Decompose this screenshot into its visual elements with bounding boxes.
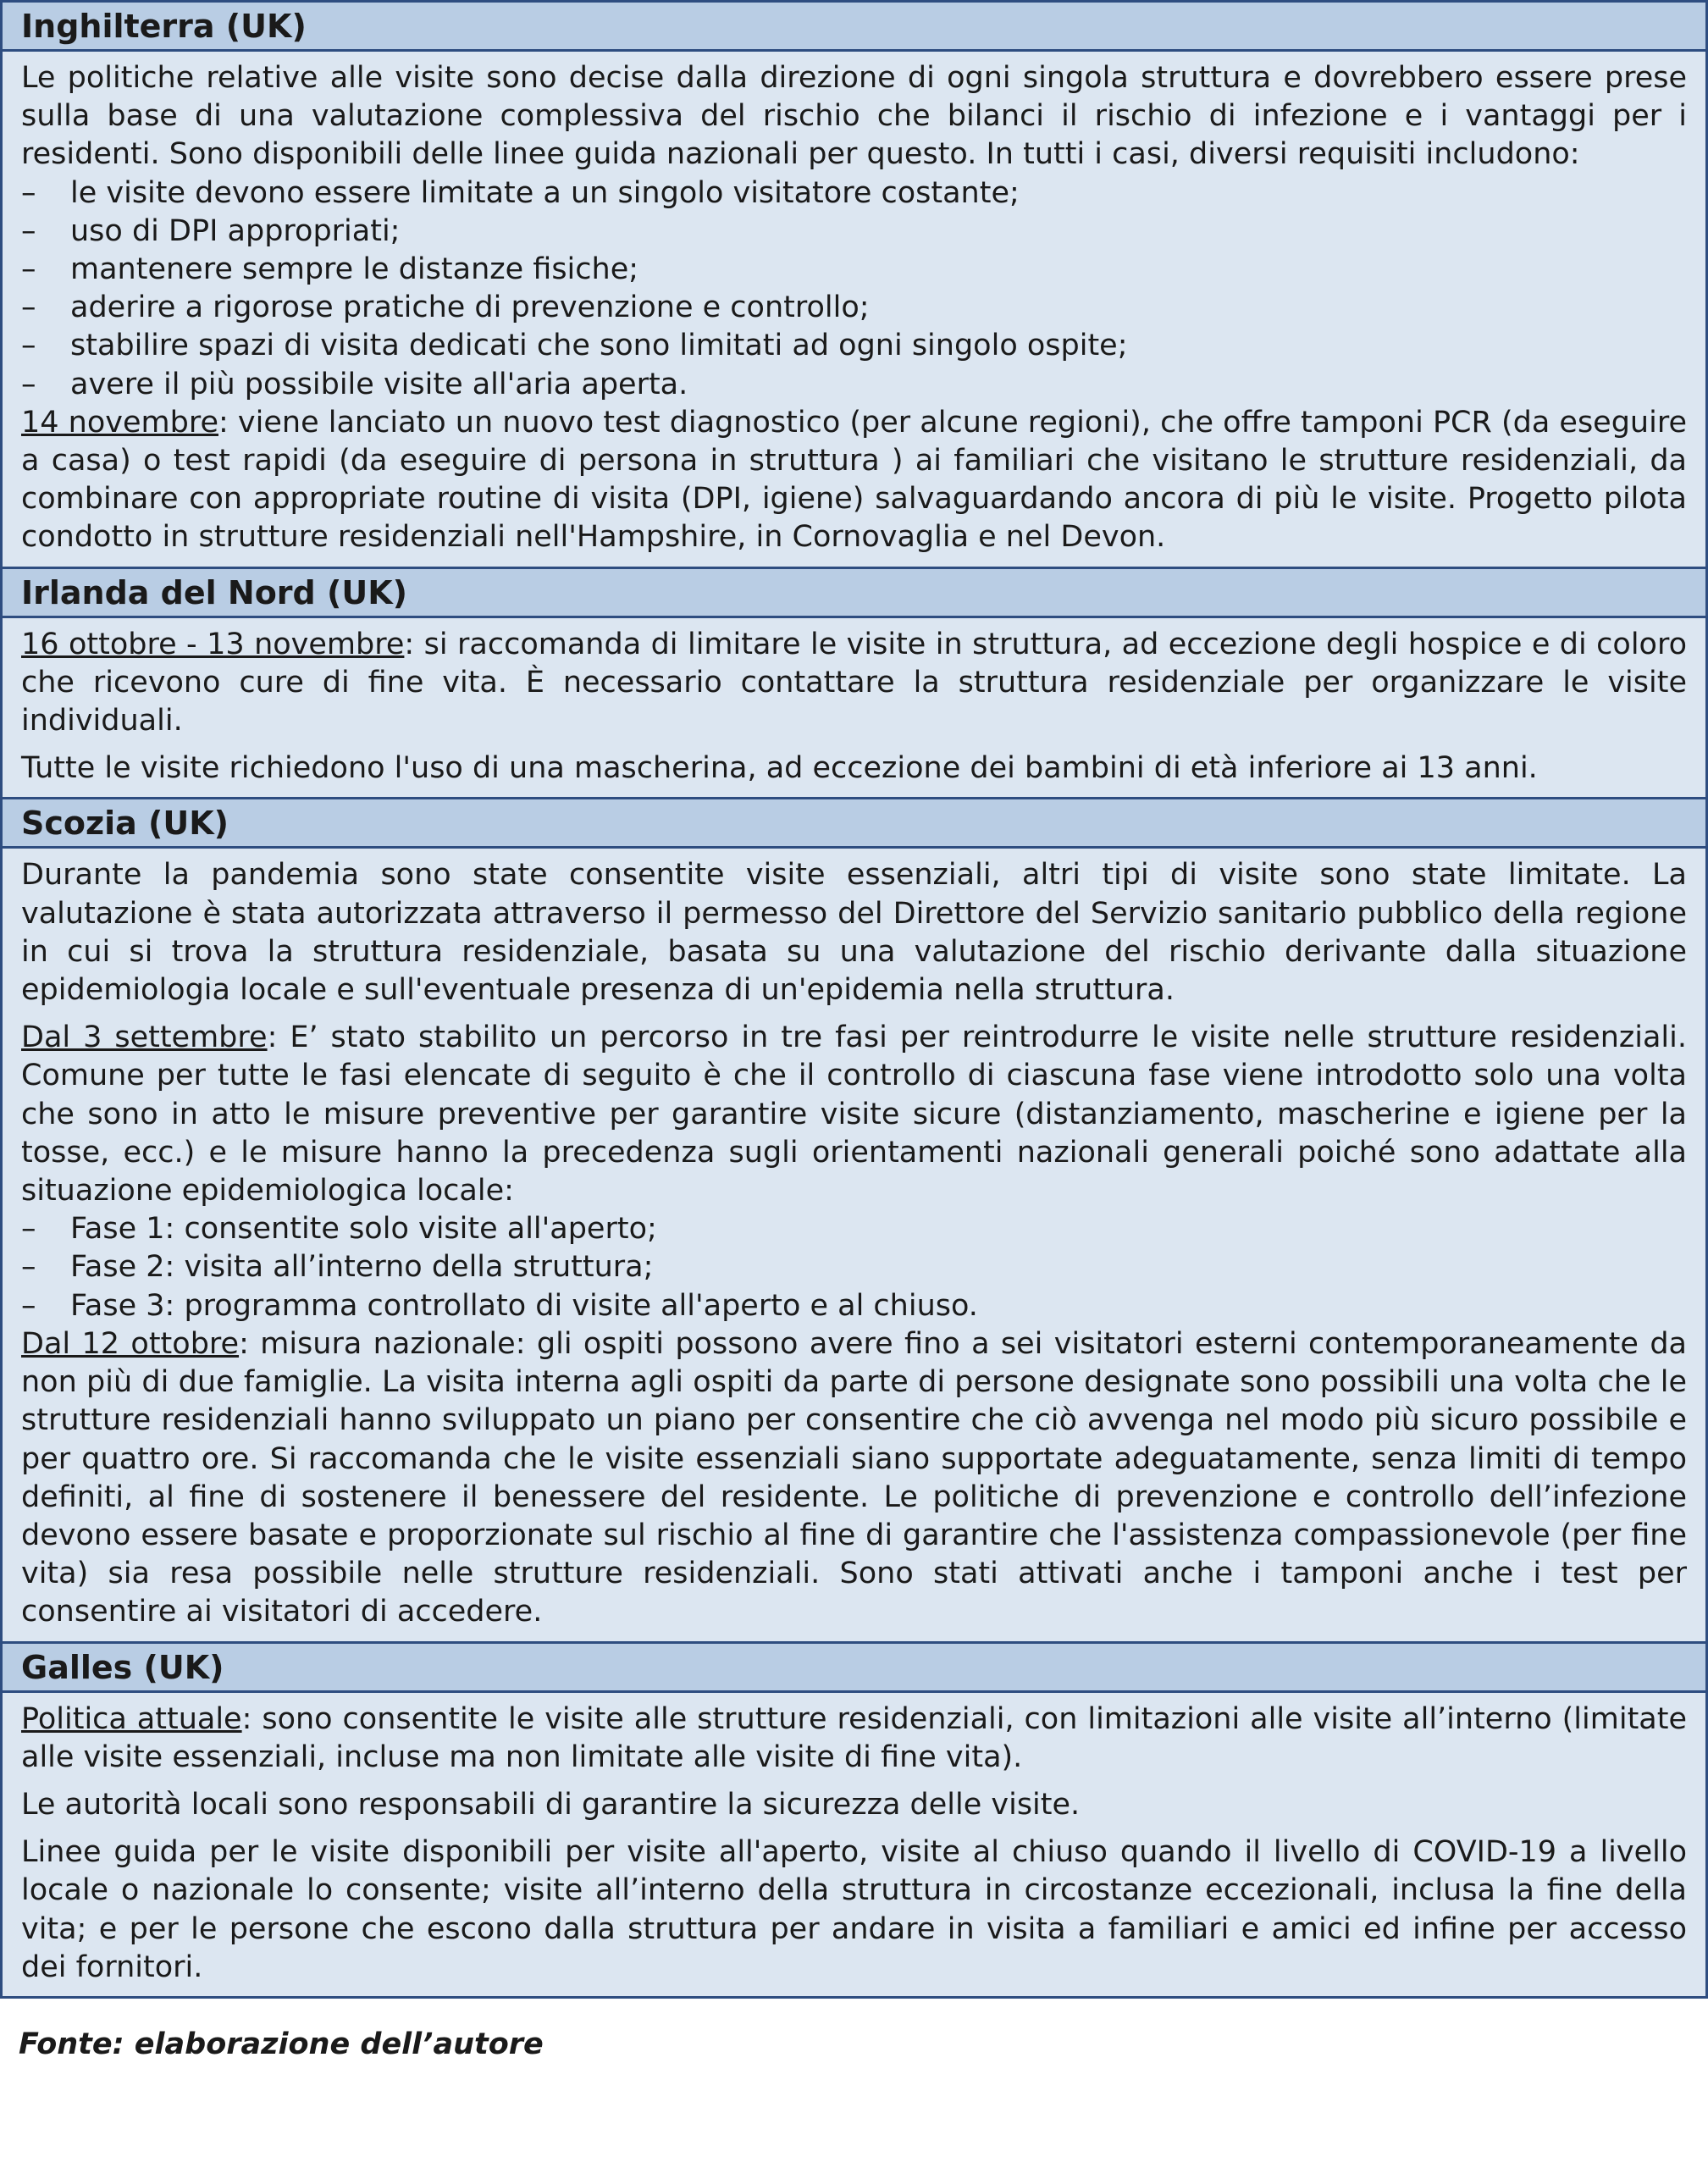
date-label: Dal 12 ottobre <box>21 1326 240 1361</box>
dash-bullet: – <box>21 252 36 287</box>
paragraph: Linee guida per le visite disponibili per visite all'aperto, visite al chiuso quando il livello di COVID-19 a livello locale o nazionale lo consente; visite all’interno della struttura in circostanze eccezionali, inclusa la fine della vita; e per le persone che escono dalla struttura per andare in visita a familiari e amici ed infine per accesso dei fornitori. <box>21 1835 1687 1984</box>
list-item: – le visite devono essere limitate a un singolo visitatore costante; <box>21 174 1687 213</box>
dash-bullet: – <box>21 175 36 210</box>
dash-bullet: – <box>21 1212 36 1247</box>
paragraph: Durante la pandemia sono state consentite visite essenziali, altri tipi di visite sono state limitate. La valutazione è stata autorizzata attraverso il permesso del Direttore del Servizio sanitario pubblico della regione in cui si trova la struttura residenziale, basata su una valutazione del rischio derivante dalla situazione epidemiologia locale e sull'eventuale presenza di un'epidemia nella struttura. <box>21 858 1687 1008</box>
list-item: – aderire a rigorose pratiche di prevenzione e controllo; <box>21 289 1687 327</box>
section-title: Galles (UK) <box>3 1644 1705 1693</box>
section-title: Scozia (UK) <box>3 799 1705 849</box>
dash-bullet: – <box>21 290 36 325</box>
list-item: – avere il più possibile visite all'aria aperta. <box>21 366 1687 404</box>
list-item: – stabilire spazi di visita dedicati che sono limitati ad ogni singolo ospite; <box>21 327 1687 365</box>
date-label: 16 ottobre - 13 novembre <box>21 627 405 661</box>
section-scotland <box>0 797 1708 1640</box>
list-item: – Fase 3: programma controllato di visite all'aperto e al chiuso. <box>21 1287 1687 1325</box>
dash-bullet: – <box>21 329 36 363</box>
section-body <box>3 52 1705 567</box>
section-northern-ireland <box>0 567 1708 798</box>
paragraph: Le politiche relative alle visite sono decise dalla direzione di ogni singola struttura e dovrebbero essere prese sulla base di una valutazione complessiva del rischio che bilanci il rischio di infezione e i vantaggi per i residenti. Sono disponibili delle linee guida nazionali per questo. In tutti i casi, diversi requisiti includono: <box>21 61 1687 172</box>
dated-paragraph: 14 novembre: viene lanciato un nuovo test diagnostico (per alcune regioni), che offre tamponi PCR (da eseguire a casa) o test rapidi (da eseguire di persona in struttura ) ai familiari che visitano le strutture residenziali, da combinare con appropriate routine di visita (DPI, igiene) salvaguardando ancora di più le visite. Progetto pilota condotto in strutture residenziali nell'Hampshire, in Cornovaglia e nel Devon. <box>21 405 1687 555</box>
section-body <box>3 1693 1705 1996</box>
section-england <box>0 0 1708 567</box>
list-item: – mantenere sempre le distanze fisiche; <box>21 251 1687 289</box>
dash-bullet: – <box>21 367 36 401</box>
date-label: Politica attuale <box>21 1701 242 1736</box>
dash-bullet: – <box>21 1288 36 1323</box>
paragraph: Le autorità locali sono responsabili di garantire la sicurezza delle visite. <box>21 1787 1081 1822</box>
dated-paragraph: Dal 12 ottobre: misura nazionale: gli ospiti possono avere fino a sei visitatori esterni contemporaneamente da non più di due famiglie. La visita interna agli ospiti da parte di persone designate sono possibili una volta che le strutture residenziali hanno sviluppato un piano per consentire che ciò avvenga nel modo più sicuro possibile e per quattro ore. Si raccomanda che le visite essenziali siano supportate adeguatamente, senza limiti di tempo definiti, al fine di sostenere il benessere del residente. Le politiche di prevenzione e controllo dell’infezione devono essere basate e proporzionate sul rischio al fine di garantire che l'assistenza compassionevole (per fine vita) sia resa possibile nelle strutture residenziali. Sono stati attivati anche i tamponi anche i test per consentire ai visitatori di accedere. <box>21 1326 1687 1629</box>
dated-paragraph: Politica attuale: sono consentite le visite alle strutture residenziali, con limitazioni alle visite all’interno (limitate alle visite essenziali, incluse ma non limitate alle visite di fine vita). <box>21 1701 1687 1774</box>
date-label: 14 novembre <box>21 405 218 440</box>
list-item: – uso di DPI appropriati; <box>21 213 1687 251</box>
list-item: – Fase 2: visita all’interno della struttura; <box>21 1248 1687 1286</box>
dated-paragraph: Dal 3 settembre: E’ stato stabilito un percorso in tre fasi per reintrodurre le visite nelle strutture residenziali. Comune per tutte le fasi elencate di seguito è che il controllo di ciascuna fase viene introdotto solo una volta che sono in atto le misure preventive per garantire visite sicure (distanziamento, mascherine e igiene per la tosse, ecc.) e le misure hanno la precedenza sugli orientamenti nazionali generali poiché sono adattate alla situazione epidemiologica locale: <box>21 1020 1688 1208</box>
dash-bullet: – <box>21 1250 36 1285</box>
date-label: Dal 3 settembre <box>21 1020 268 1055</box>
requirements-list <box>21 174 1687 404</box>
paragraph: Tutte le visite richiedono l'uso di una mascherina, ad eccezione dei bambini di età inferiore ai 13 anni. <box>21 751 1538 786</box>
dated-paragraph: 16 ottobre - 13 novembre: si raccomanda di limitare le visite in struttura, ad eccezione degli hospice e di coloro che ricevono cure di fine vita. È necessario contattare la struttura residenziale per organizzare le visite individuali. <box>21 627 1687 738</box>
phases-list <box>21 1210 1687 1325</box>
section-title: Irlanda del Nord (UK) <box>3 569 1705 618</box>
section-wales <box>0 1641 1708 1999</box>
section-body <box>3 618 1705 798</box>
list-item: – Fase 1: consentite solo visite all'aperto; <box>21 1210 1687 1248</box>
section-title: Inghilterra (UK) <box>3 3 1705 52</box>
dash-bullet: – <box>21 213 36 248</box>
section-body <box>3 849 1705 1640</box>
source-caption: Fonte: elaborazione dell’autore <box>19 2027 544 2061</box>
